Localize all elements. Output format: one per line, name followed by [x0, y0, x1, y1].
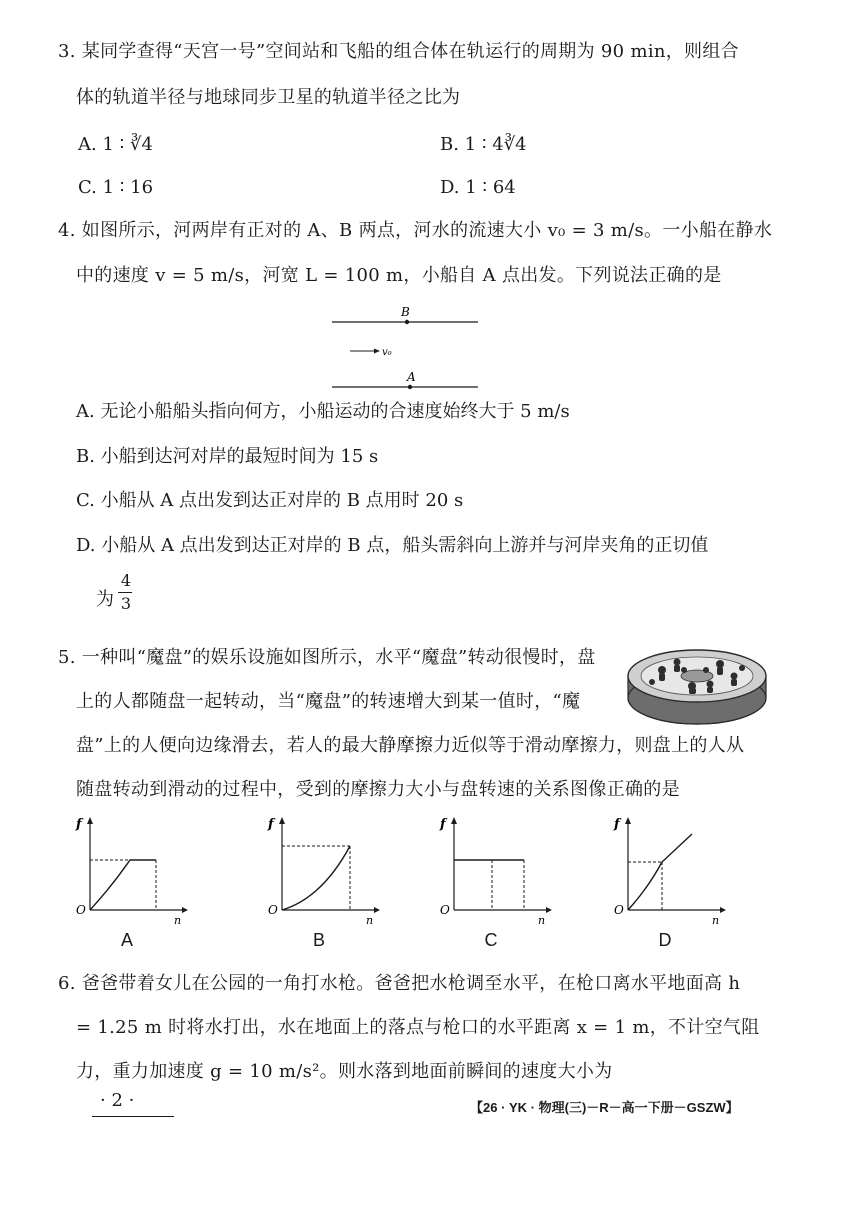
q4-option-a: A. 无论小船船头指向何方，小船运动的合速度始终大于 5 m/s	[76, 401, 570, 422]
footer-underline	[92, 1116, 174, 1117]
graph-c-x-axis-label: n	[538, 914, 546, 926]
q3-option-a: A. 1 ∶ ∛4	[78, 134, 153, 155]
q3-option-d: D. 1 ∶ 64	[440, 177, 516, 198]
graph-c-origin-label: O	[440, 903, 450, 917]
q4-option-d-continuation: 为	[96, 589, 114, 610]
graph-a-label: A	[120, 930, 133, 950]
graph-b-origin-label: O	[268, 903, 278, 917]
graph-d-origin-label: O	[614, 903, 624, 917]
graph-d-x-axis-label: n	[712, 914, 720, 926]
graph-d-label: D	[658, 930, 672, 950]
q4-stem-line2: 中的速度 v = 5 m/s，河宽 L = 100 m，小船自 A 点出发。下列说法正确的是	[76, 265, 722, 286]
flow-velocity-label: v₀	[382, 347, 392, 358]
point-b-label: B	[401, 305, 410, 319]
q4-stem-line1: 4. 如图所示，河两岸有正对的 A、B 两点，河水的流速大小 v₀ = 3 m/s。一小船在静水	[58, 220, 773, 241]
fraction-denominator: 3	[120, 594, 132, 613]
exam-code: 【26 · YK · 物理(三)－R－高一下册－GSZW】	[470, 1100, 739, 1115]
q6-stem-line2: = 1.25 m 时将水打出，水在地面上的落点与枪口的水平距离 x = 1 m，不计空气阻	[76, 1017, 760, 1038]
graph-c-label: C	[484, 930, 498, 950]
graph-d	[608, 814, 728, 926]
river-diagram	[330, 300, 480, 395]
q4-option-c: C. 小船从 A 点出发到达正对岸的 B 点用时 20 s	[76, 490, 464, 511]
q5-stem-line3: 盘”上的人便向边缘滑去，若人的最大静摩擦力近似等于滑动摩擦力，则盘上的人从	[76, 735, 745, 756]
fraction-bar	[118, 592, 132, 593]
q4-option-b: B. 小船到达河对岸的最短时间为 15 s	[76, 446, 379, 467]
q4-option-d: D. 小船从 A 点出发到达正对岸的 B 点，船头需斜向上游并与河岸夹角的正切值	[76, 535, 709, 556]
graph-a-x-axis-label: n	[174, 914, 182, 926]
graph-b-x-axis-label: n	[366, 914, 374, 926]
q3-option-c: C. 1 ∶ 16	[78, 177, 154, 198]
point-a-label: A	[407, 370, 416, 384]
q3-stem-line2: 体的轨道半径与地球同步卫星的轨道半径之比为	[76, 87, 461, 108]
q5-stem-line4: 随盘转动到滑动的过程中，受到的摩擦力大小与盘转速的关系图像正确的是	[76, 779, 680, 800]
graph-b-y-axis-label: f	[268, 817, 274, 832]
q3-stem-line1: 3. 某同学查得“天宫一号”空间站和飞船的组合体在轨运行的周期为 90 min，则组合	[58, 41, 739, 62]
page-number: · 2 ·	[100, 1090, 135, 1111]
graph-b	[262, 814, 382, 926]
graph-a-origin-label: O	[76, 903, 86, 917]
magic-disk-illustration	[622, 640, 772, 735]
q6-stem-line3: 力，重力加速度 g = 10 m/s²。则水落到地面前瞬间的速度大小为	[76, 1061, 613, 1082]
q3-option-b: B. 1 ∶ 4∛4	[440, 134, 527, 155]
fraction-numerator: 4	[120, 571, 132, 590]
graph-a	[70, 814, 190, 926]
flow-arrow-head	[374, 349, 380, 354]
graph-c	[434, 814, 554, 926]
point-a-dot	[408, 385, 412, 389]
q6-stem-line1: 6. 爸爸带着女儿在公园的一角打水枪。爸爸把水枪调至水平，在枪口离水平地面高 h	[58, 973, 741, 994]
graph-b-label: B	[312, 930, 325, 950]
graph-c-y-axis-label: f	[440, 817, 446, 832]
graph-d-y-axis-label: f	[614, 817, 620, 832]
graph-a-y-axis-label: f	[76, 817, 82, 832]
q5-stem-line1: 5. 一种叫“魔盘”的娱乐设施如图所示，水平“魔盘”转动很慢时，盘	[58, 647, 596, 668]
point-b-dot	[405, 320, 409, 324]
q5-stem-line2: 上的人都随盘一起转动，当“魔盘”的转速增大到某一值时，“魔	[76, 691, 581, 712]
